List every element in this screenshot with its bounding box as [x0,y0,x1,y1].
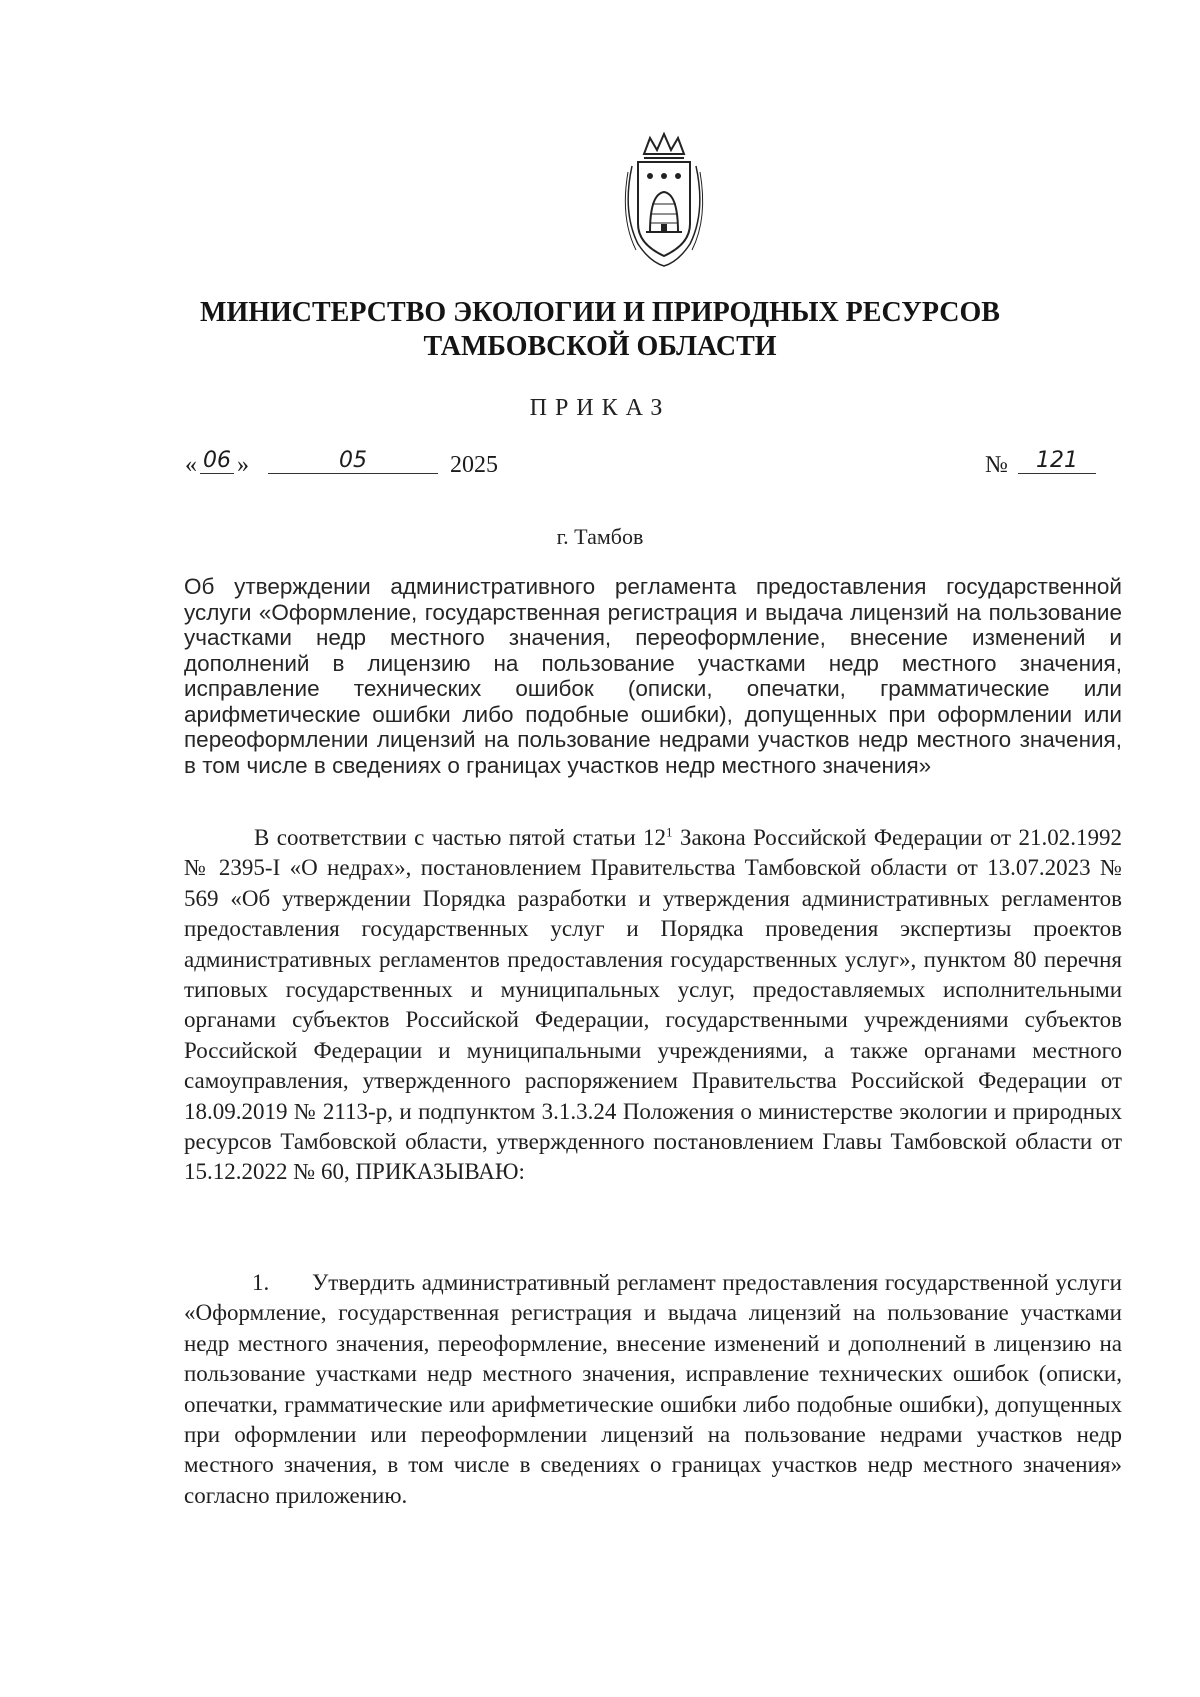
date-day: 06 [200,448,234,474]
date-month: 05 [268,448,438,474]
date-year: 2025 [450,452,498,478]
order-number: 121 [1018,448,1096,474]
preamble-text-start: В соответствии с частью пятой статьи 12 [254,825,667,850]
subject-heading: Об утверждении административного регламента предоставления государственной услуги «Оформление, государственная регистрация и выдача лицензий на пользование участками недр местного значения, переоформление, внесение изменений и дополнений в лицензию на пользование участками недр местного значения, исправление технических ошибок (описки, опечатки, грамматические или арифметические ошибки либо подобные ошибки), допущенных при оформлении или переоформлении лицензий на пользование недрами участков недр местного значения, в том числе в сведениях о границах участков недр местного значения» [184,574,1122,778]
date-close-quote: » [237,452,249,478]
preamble-text-end: Закона Российской Федерации от 21.02.1992 № 2395-I «О недрах», постановлением Правительства Тамбовской области от 13.07.2023 № 569 «Об утверждении Порядка разработки и утверждения административных регламентов предоставления государственных услуг и Порядка проведения экспертизы проектов административных регламентов предоставления государственных услуг», пунктом 80 перечня типовых государственных и муниципальных услуг, предоставляемых исполнительными органами субъектов Российской Федерации, государственными учреждениями субъектов Российской Федерации и муниципальными учреждениями, а также органами местного самоуправления, утвержденного распоряжением Правительства Российской Федерации от 18.09.2019 № 2113-р, и подпунктом 3.1.3.24 Положения о министерстве экологии и природных ресурсов Тамбовской области, утвержденного постановлением Главы Тамбовской области от 15.12.2022 № 60, ПРИКАЗЫВАЮ: [184,825,1122,1185]
article-superscript: 1 [666,824,673,840]
ministry-title-line-1: МИНИСТЕРСТВО ЭКОЛОГИИ И ПРИРОДНЫХ РЕСУРСОВ [200,297,1000,328]
date-open-quote: « [185,452,197,478]
preamble-paragraph [184,823,1122,1188]
tambov-coat-of-arms-icon [614,132,714,272]
ministry-title [0,296,1200,364]
order-item-1-number: 1. [252,1270,270,1295]
order-item-1 [184,1268,1122,1511]
order-item-1-text: Утвердить административный регламент предоставления государственной услуги «Оформление, государственная регистрация и выдача лицензий на пользование участками недр местного значения, переоформление, внесение изменений и дополнений в лицензию на пользование участками недр местного значения, исправление технических ошибок (описки, опечатки, грамматические или арифметические ошибки либо подобные ошибки), допущенных при оформлении или переоформлении лицензий на пользование недрами участков недр местного значения, в том числе в сведениях о границах участков недр местного значения» согласно приложению. [184,1270,1122,1508]
ministry-title-line-2: ТАМБОВСКОЙ ОБЛАСТИ [423,331,777,362]
document-type-heading: ПРИКАЗ [529,395,671,421]
order-number-label: № [985,452,1008,478]
city-line: г. Тамбов [556,524,644,549]
